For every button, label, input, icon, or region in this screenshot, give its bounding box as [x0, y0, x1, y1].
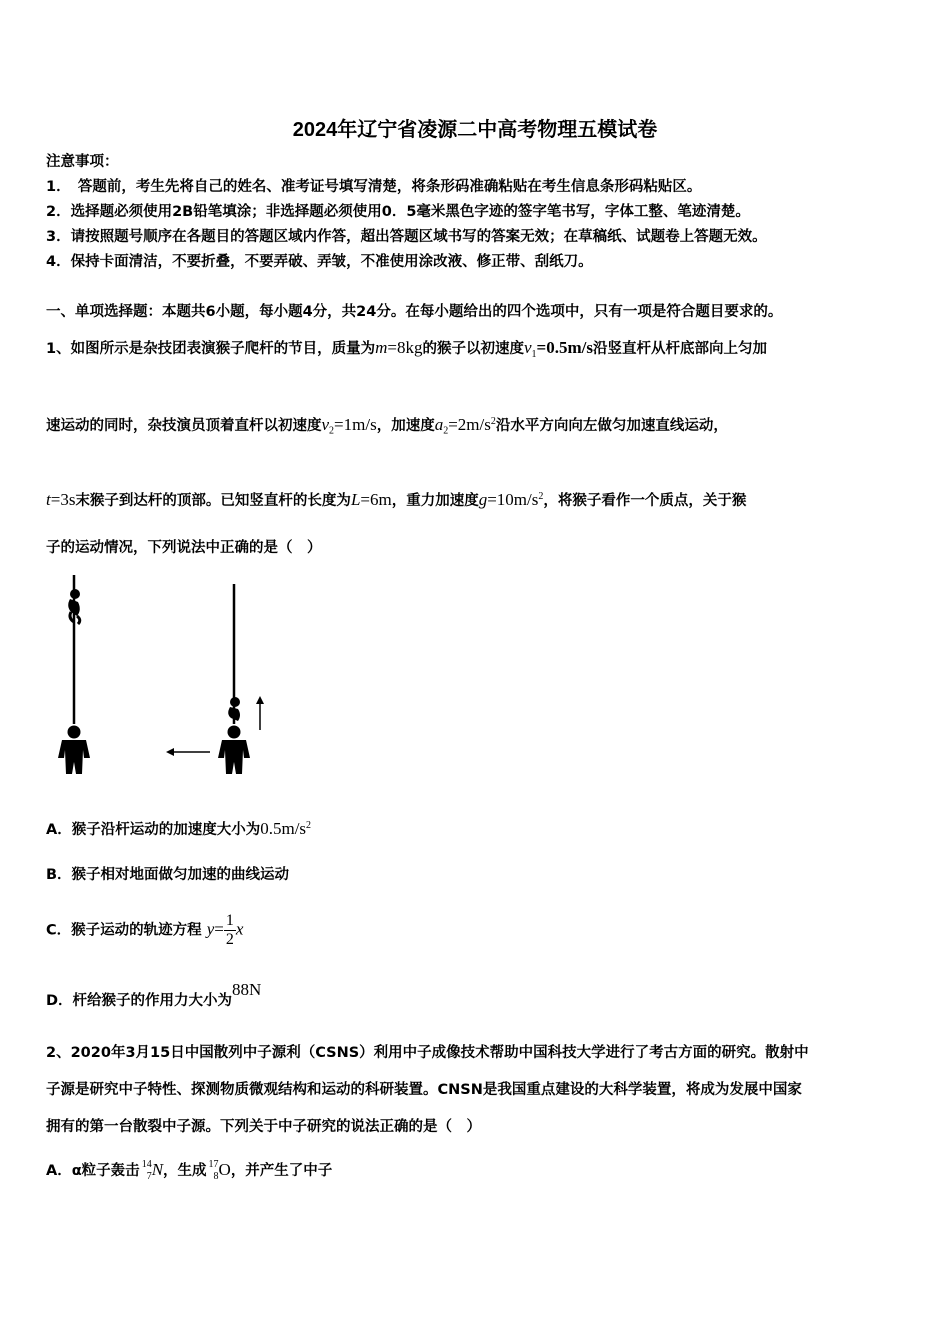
v1-value: =0.5m/s	[536, 338, 593, 357]
equals-sign: =	[214, 919, 224, 939]
oxygen-isotope	[207, 1160, 219, 1182]
notice-item-2: 2．选择题必须使用2B铅笔填涂；非选择题必须使用0．5毫米黑色字迹的签字笔书写，字体工整、笔迹清楚。	[46, 204, 750, 220]
q1-option-a	[46, 816, 311, 840]
mass-number: 17	[208, 1159, 219, 1170]
q1-text: 1、如图所示是杂技团表演猴子爬杆的节目，质量为	[46, 341, 376, 357]
q2-line-1: 2、2020年3月15日中国散列中子源利（CSNS）利用中子成像技术帮助中国科技大学进行了考古方面的研究。散射中	[46, 1045, 809, 1061]
a2-superscript: 2	[490, 416, 496, 427]
q1-text: 沿水平方向向左做匀加速直线运动，	[495, 417, 728, 434]
q1-option-d	[46, 980, 262, 1011]
section-heading: 一、单项选择题：本题共6小题，每小题4分，共24分。在每小题给出的四个选项中，只有一项是符合题目要求的。	[46, 304, 783, 320]
x-symbol: x	[235, 919, 244, 939]
q1-text: ，加速度	[376, 417, 435, 434]
page-title: 2024年辽宁省凌源二中高考物理五模试卷	[292, 119, 658, 141]
q1-line-2	[46, 412, 728, 442]
fraction-numerator: 1	[225, 912, 234, 929]
q1-line-3	[46, 487, 746, 511]
notice-item-4: 4．保持卡面清洁，不要折叠，不要弄破、弄皱，不准使用涂改液、修正带、刮纸刀。	[46, 254, 593, 270]
option-text: ，生成	[163, 1163, 207, 1179]
monkey-icon	[228, 697, 240, 721]
q1-option-c	[46, 912, 243, 949]
v2-symbol: v	[321, 414, 330, 434]
arrow-left-icon	[166, 748, 210, 756]
q1-line-4: 子的运动情况，下列说法中正确的是（ ）	[46, 540, 322, 556]
gravity-superscript: 2	[538, 491, 544, 502]
option-value: 0.5m/s	[260, 818, 307, 838]
notice-item-3: 3．请按照题号顺序在各题目的答题区域内作答，超出答题区域书写的答案无效；在草稿纸、试题卷上答题无效。	[46, 229, 767, 245]
nitrogen-isotope	[140, 1160, 152, 1182]
fraction	[224, 912, 236, 949]
atomic-number: 7	[146, 1171, 152, 1182]
y-symbol: y	[206, 919, 215, 939]
q1-text: 沿竖直杆从杆底部向上匀加	[592, 341, 767, 357]
notice-heading: 注意事项：	[46, 154, 119, 170]
gravity-symbol: g	[478, 489, 488, 509]
option-text: A．α粒子轰击	[46, 1163, 140, 1179]
a2-symbol: a	[434, 414, 444, 434]
v1-subscript: 1	[531, 348, 537, 360]
option-value: 88N	[232, 980, 262, 999]
option-text: ，并产生了中子	[230, 1163, 333, 1179]
option-text: C．猴子运动的轨迹方程	[46, 922, 202, 939]
option-superscript: 2	[306, 820, 312, 831]
acrobat-icon	[58, 726, 90, 775]
q1-text: 末猴子到达杆的顶部。已知竖直杆的长度为	[75, 492, 351, 509]
q1-line-1	[46, 338, 767, 365]
acrobat-icon	[218, 726, 250, 775]
mass-value: =8kg	[387, 338, 423, 357]
element-symbol: O	[218, 1160, 231, 1179]
final-position-figure	[166, 584, 264, 774]
gravity-value: =10m/s	[487, 489, 539, 509]
q1-option-b: B．猴子相对地面做匀加速的曲线运动	[46, 867, 290, 883]
a2-value: =2m/s	[448, 414, 491, 434]
v2-subscript: 2	[329, 425, 335, 437]
fraction-denominator: 2	[225, 931, 234, 948]
option-text: A．猴子沿杆运动的加速度大小为	[46, 821, 261, 838]
time-value: =3s	[50, 489, 76, 509]
q2-option-a	[46, 1160, 332, 1182]
q1-text: 速运动的同时，杂技演员顶着直杆以初速度	[46, 417, 322, 434]
option-text: D．杆给猴子的作用力大小为	[46, 993, 233, 1009]
a2-subscript: 2	[443, 425, 449, 437]
arrow-up-icon	[256, 696, 264, 730]
mass-number: 14	[141, 1159, 152, 1170]
element-symbol: N	[151, 1160, 164, 1179]
monkey-pole-figure	[44, 572, 284, 782]
q2-line-3: 拥有的第一台散裂中子源。下列关于中子研究的说法正确的是（ ）	[46, 1119, 481, 1135]
q1-text: ，重力加速度	[391, 492, 479, 509]
length-symbol: L	[350, 489, 361, 509]
v1-symbol: v	[523, 338, 532, 357]
q1-text: 的猴子以初速度	[422, 341, 524, 357]
q2-line-2: 子源是研究中子特性、探测物质微观结构和运动的科研装置。CNSN是我国重点建设的大科学装置，将成为发展中国家	[46, 1082, 802, 1098]
length-value: =6m	[360, 489, 392, 509]
time-symbol: t	[46, 489, 51, 509]
notice-item-1: 1． 答题前，考生先将自己的姓名、准考证号填写清楚，将条形码准确粘贴在考生信息条形码粘贴区。	[46, 179, 702, 195]
v2-value: =1m/s	[334, 414, 377, 434]
q1-text: ，将猴子看作一个质点，关于猴	[543, 492, 747, 509]
mass-symbol: m	[375, 338, 388, 357]
atomic-number: 8	[213, 1171, 219, 1182]
initial-position-figure	[58, 575, 90, 774]
